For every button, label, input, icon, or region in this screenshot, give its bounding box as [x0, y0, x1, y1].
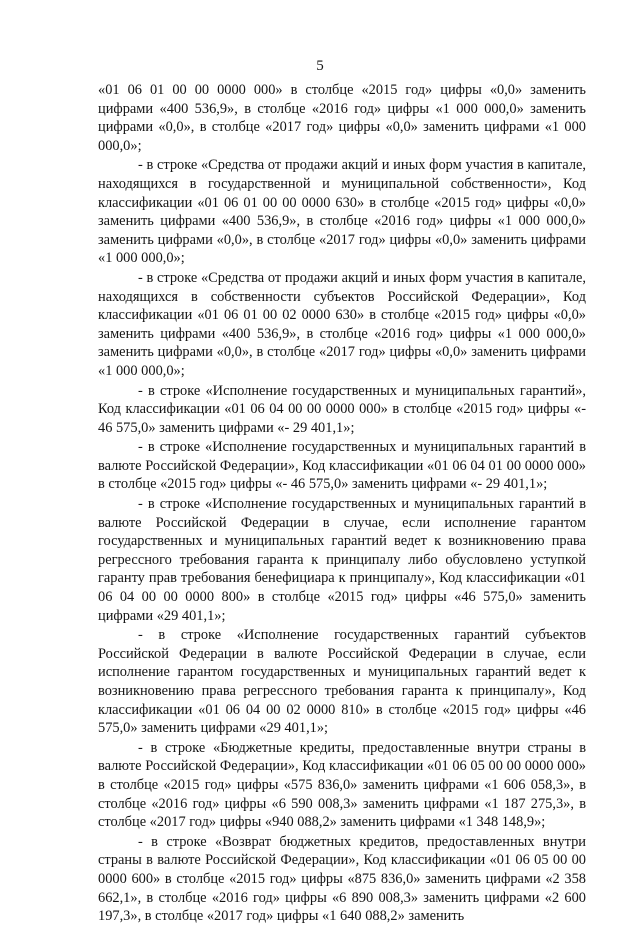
paragraph: - в строке «Исполнение государственных и муниципальных гарантий в валюте Российской Федерации в случае, если исполнение гарантом государственных и муниципальных гарантий ведет к возникновению права регрессного требования гаранта к принципалу либо обусловлено уступкой гаранту прав требования бенефициара к принципалу», Код классификации «01 06 04 00 00 0000 800» в столбце «2015 год» цифры «46 575,0» заменить цифрами «29 401,1»;: [98, 496, 586, 624]
document-body: [98, 81, 586, 927]
paragraph: - в строке «Средства от продажи акций и иных форм участия в капитале, находящихся в собственности субъектов Российской Федерации», Код классификации «01 06 01 00 02 0000 630» в столбце «2015 год» цифры «0,0» заменить цифрами «400 536,9», в столбце «2016 год» цифры «1 000 000,0» заменить цифрами «0,0», в столбце «2017 год» цифры «0,0» заменить цифрами «1 000 000,0»;: [98, 269, 586, 379]
paragraph: - в строке «Бюджетные кредиты, предоставленные внутри страны в валюте Российской Федерации», Код классификации «01 06 05 00 00 0000 000» в столбце «2015 год» цифры «575 836,0» заменить цифрами «1 606 058,3», в столбце «2016 год» цифры «6 590 008,3» заменить цифрами «1 187 275,3», в столбце «2017 год» цифры «940 088,2» заменить цифрами «1 348 148,9»;: [98, 739, 586, 831]
paragraph: - в строке «Возврат бюджетных кредитов, предоставленных внутри страны в валюте Российской Федерации», Код классификации «01 06 05 00 00 0000 600» в столбце «2015 год» цифры «875 836,0» заменить цифрами «2 358 662,1», в столбце «2016 год» цифры «6 890 008,3» заменить цифрами «2 600 197,3», в столбце «2017 год» цифры «1 640 088,2» заменить: [98, 833, 586, 925]
paragraph: - в строке «Исполнение государственных гарантий субъектов Российской Федерации в валюте Российской Федерации в случае, если исполнение гарантом государственных и муниципальных гарантий ведет к возникновению права регрессного требования гаранта к принципалу», Код классификации «01 06 04 00 02 0000 810» в столбце «2015 год» цифры «46 575,0» заменить цифрами «29 401,1»;: [98, 627, 586, 737]
paragraph: - в строке «Исполнение государственных и муниципальных гарантий в валюте Российской Федерации», Код классификации «01 06 04 01 00 0000 000» в столбце «2015 год» цифры «- 46 575,0» заменить цифрами «- 29 401,1»;: [98, 439, 586, 493]
page-number: 5: [316, 58, 324, 74]
paragraph: «01 06 01 00 00 0000 000» в столбце «2015 год» цифры «0,0» заменить цифрами «400 536,9», в столбце «2016 год» цифры «1 000 000,0» заменить цифрами «0,0», в столбце «2017 год» цифры «0,0» заменить цифрами «1 000 000,0»;: [98, 82, 586, 154]
paragraph: - в строке «Средства от продажи акций и иных форм участия в капитале, находящихся в государственной и муниципальной собственности», Код классификации «01 06 01 00 00 0000 630» в столбце «2015 год» цифры «0,0» заменить цифрами «400 536,9», в столбце «2016 год» цифры «1 000 000,0» заменить цифрами «0,0», в столбце «2017 год» цифры «0,0» заменить цифрами «1 000 000,0»;: [98, 157, 586, 267]
paragraph: - в строке «Исполнение государственных и муниципальных гарантий», Код классификации «01 06 04 00 00 0000 000» в столбце «2015 год» цифры «- 46 575,0» заменить цифрами «- 29 401,1»;: [98, 382, 586, 436]
